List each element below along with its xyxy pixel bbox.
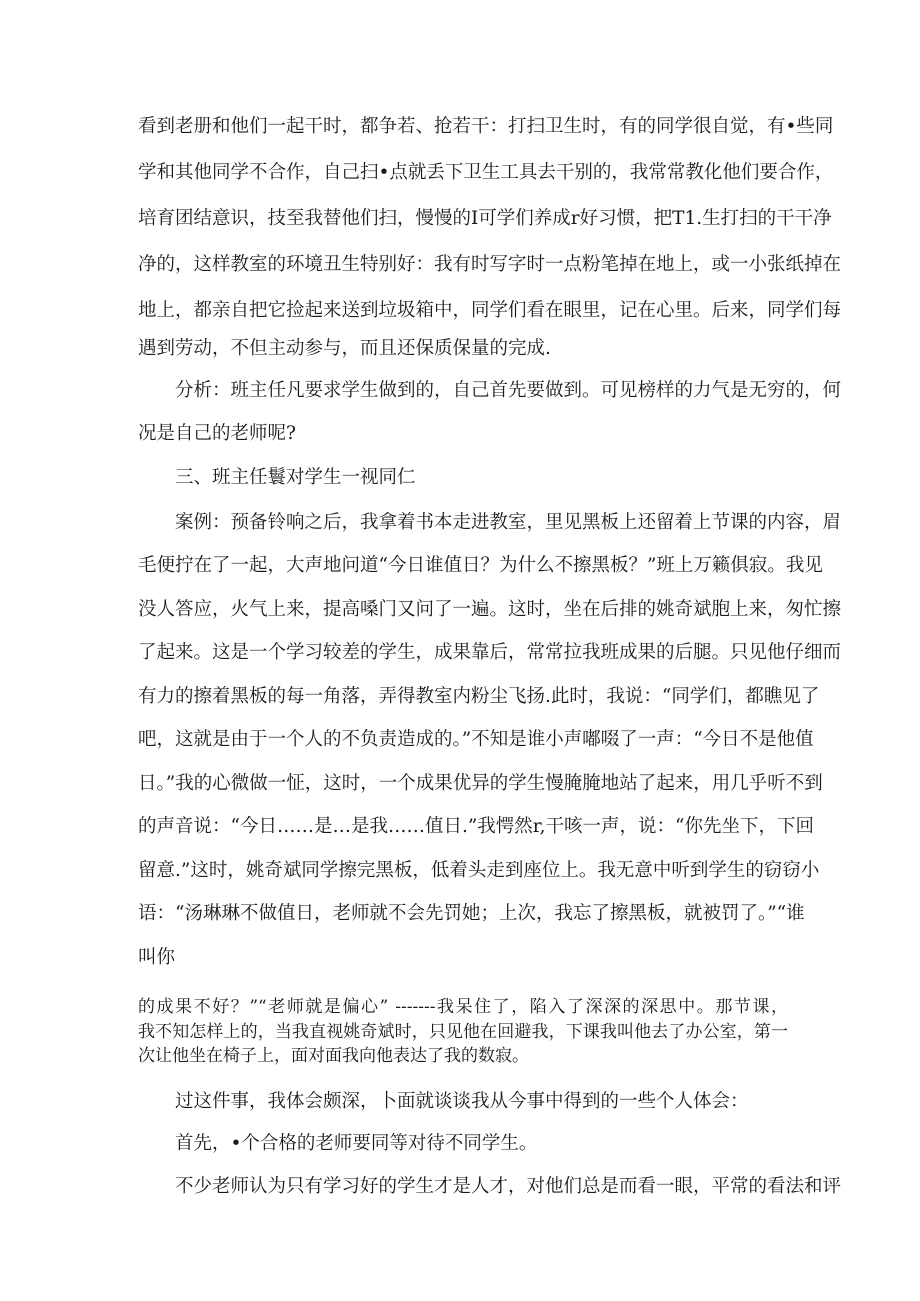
text-line: 地上，都亲自把它捡起来送到垃圾箱中，同学们看在眼里，记在心里。后来，同学们每 <box>138 300 842 321</box>
paragraph-case: 案例：预备铃响之后，我拿着书本走进教室，里见黑板上还留着上节课的内容，眉 <box>175 512 842 533</box>
text-line: 毛便拧在了一起，大声地问道“今日谁值日？为什么不擦黑板？”班上万籁俱寂。我见 <box>138 555 823 576</box>
text-line: 吧，这就是由于一个人的不负责造成的。”不知是谁小声嘟啜了一声：“今日不是他值 <box>138 729 814 750</box>
text-line: 培育团结意识，技至我替他们扫，慢慢的I可学们养成r好习惯，把T1.生打扫的干干净 <box>138 208 832 229</box>
text-line: 次让他坐在椅子上，面对面我向他表达了我的数寂。 <box>138 1046 529 1066</box>
text-line: 的成果不好？”“老师就是偏心” -------我呆住了，陷入了深深的深思中。那节课， <box>138 997 788 1017</box>
paragraph-first-point: 首先，•个合格的老师要同等对待不同学生。 <box>175 1133 538 1154</box>
text-line: 没人答应，火气上来，提高嗓门又问了一遍。这时，坐在后排的姚奇斌胞上来，匆忙擦 <box>138 599 842 620</box>
text-line: 留意.”这时，姚奇斌同学擦完黑板，低着头走到座位上。我无意中听到学生的窃窃小 <box>138 860 820 881</box>
paragraph-analysis: 分析：班主任凡要求学生做到的，自己首先要做到。可见榜样的力气是无穷的，何 <box>175 380 842 401</box>
text-line: 了起来。这是一个学习较差的学生，成果靠后，常常拉我班成果的后腿。只见他仔细而 <box>138 642 842 663</box>
paragraph-reflection: 过这件事，我体会颇深，卜面就谈谈我从今事中得到的一些个人体会： <box>175 1091 749 1112</box>
text-line: 叫你 <box>138 947 176 968</box>
text-line: 净的，这样教室的环境丑生特别好：我有时写字时一点粉笔掉在地上，或一小张纸掉在 <box>138 254 842 275</box>
text-line: 看到老册和他们一起干时，都争若、抢若干：打扫卫生时，有的同学很自觉，有•些同 <box>138 116 834 137</box>
text-line: 遇到劳动，不但主动参与，而且还保质保量的完成. <box>138 338 551 359</box>
text-line: 的声音说：“今日……是…是我……值日.”我愕然r,干咳一声，说：“你先坐下，下回 <box>138 816 814 837</box>
text-line: 况是自己的老师呢? <box>138 423 296 444</box>
section-heading: 三、班主任鬟对学生一视同仁 <box>175 467 416 488</box>
paragraph-teachers: 不少老师认为只有学习好的学生才是人才，对他们总是而看一眼，平常的看法和评 <box>175 1176 842 1197</box>
text-line: 有力的擦着黑板的每一角落，弄得教室内粉尘飞扬.此时，我说：“同学们，都瞧见了 <box>138 686 820 707</box>
text-line: 语：“汤琳琳不做值日，老师就不会先罚她；上次，我忘了擦黑板，就被罚了。”“谁 <box>138 903 805 924</box>
text-line: 日。”我的心微做一怔，这时，一个成果优异的学生慢腌腌地站了起来，用几乎听不到 <box>138 773 823 794</box>
text-line: 学和其他同学不合作，自己扫•点就丢下卫生工具去干别的，我常常教化他们要合作， <box>138 162 834 183</box>
text-line: 我不知怎样上的，当我直视姚奇斌时，只见他在回避我，下课我叫他去了办公室，第一 <box>138 1022 788 1042</box>
